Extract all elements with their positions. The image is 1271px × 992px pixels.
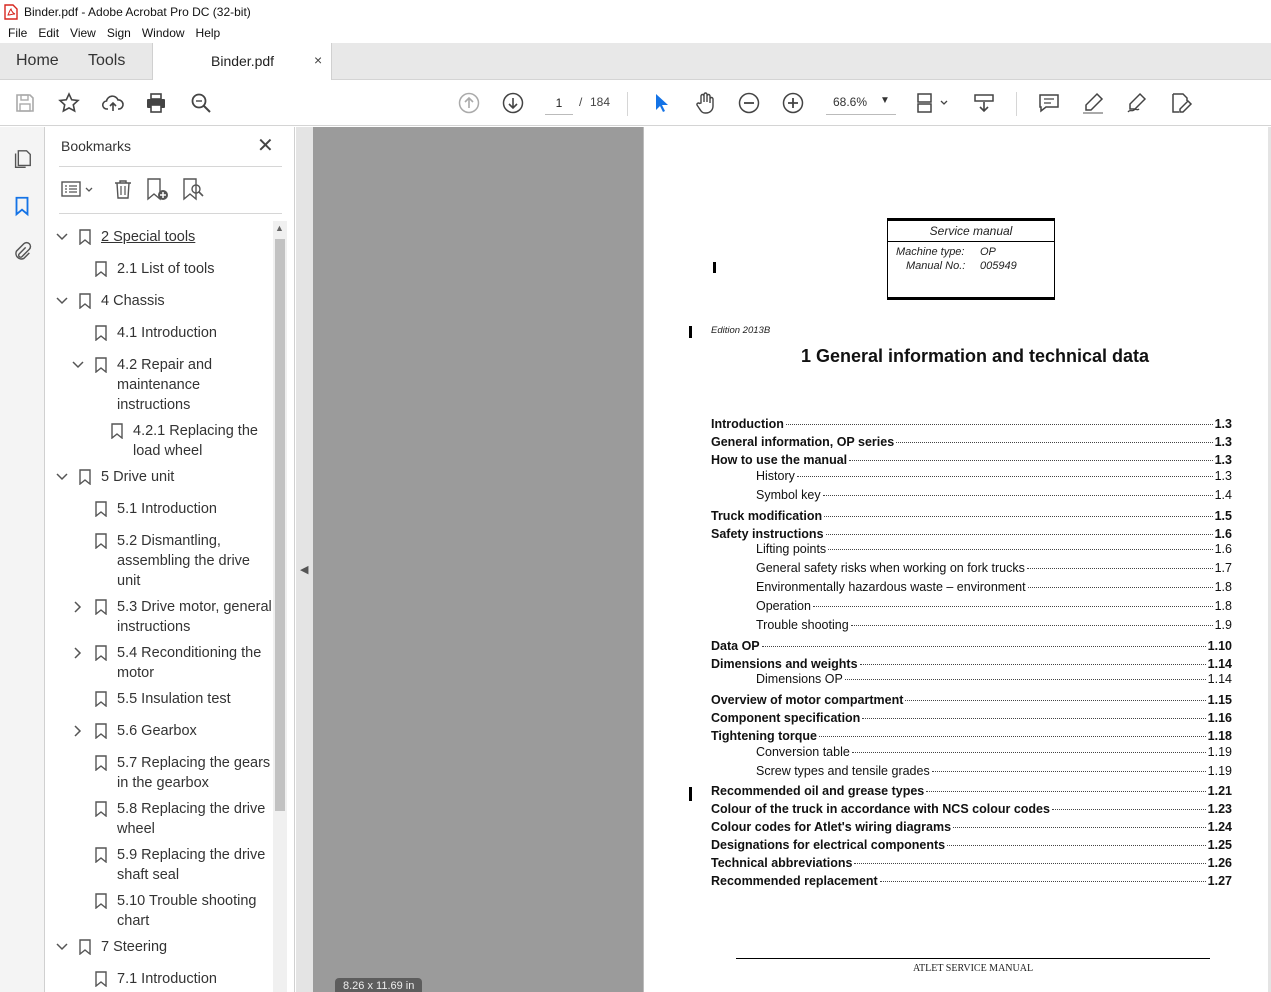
bookmark-label: 5.8 Replacing the drive wheel <box>117 801 266 837</box>
toc-entry-page: 1.3 <box>1214 435 1232 449</box>
toc-entry-page: 1.19 <box>1207 745 1232 759</box>
toc-leader-dots <box>1052 809 1206 810</box>
bookmark-icon <box>111 423 123 439</box>
tab-tools[interactable]: Tools <box>88 52 126 69</box>
toc-entry-title: Technical abbreviations <box>711 856 853 870</box>
upload-cloud-icon[interactable] <box>100 90 126 116</box>
toc-entry-title: Colour of the truck in accordance with NCS colour codes <box>711 802 1050 816</box>
bookmark-label: 2.1 List of tools <box>117 261 215 277</box>
toc-entry[interactable] <box>756 764 1232 780</box>
toc-entry[interactable] <box>711 874 1232 890</box>
tab-bar <box>0 43 1271 80</box>
bookmark-label: 5.1 Introduction <box>117 501 217 517</box>
bookmark-item[interactable] <box>45 753 273 793</box>
toc-entry-page: 1.14 <box>1207 657 1232 671</box>
page-number-input[interactable] <box>545 91 573 115</box>
bookmark-label: 5.6 Gearbox <box>117 723 197 739</box>
toc-entry-page: 1.21 <box>1207 784 1232 798</box>
toc-entry-title: Overview of motor compartment <box>711 693 904 707</box>
toc-entry-page: 1.6 <box>1214 527 1232 541</box>
toc-entry[interactable] <box>711 856 1232 872</box>
options-menu-icon[interactable] <box>61 177 95 201</box>
bookmark-label: 5.9 Replacing the drive shaft seal <box>117 847 266 883</box>
toc-leader-dots <box>851 625 1213 626</box>
toc-entry-page: 1.27 <box>1207 874 1232 888</box>
bookmark-icon <box>95 325 107 341</box>
toc-entry-page: 1.14 <box>1207 672 1232 686</box>
toc-entry-page: 1.6 <box>1214 542 1232 556</box>
toc-entry[interactable] <box>711 657 1232 673</box>
zoom-in-icon[interactable] <box>780 90 806 116</box>
bookmark-label: 5.10 Trouble shooting chart <box>117 893 257 929</box>
toc-entry[interactable] <box>756 542 1232 558</box>
bookmark-label: 2 Special tools <box>101 229 196 245</box>
toc-entry-title: Designations for electrical components <box>711 838 946 852</box>
chevron-down-icon[interactable] <box>55 294 69 308</box>
toc-entry[interactable] <box>756 469 1232 485</box>
bookmarks-header: Bookmarks <box>61 138 132 154</box>
toc-entry[interactable] <box>711 527 1232 543</box>
revision-bar <box>689 326 692 338</box>
manual-number-label: Manual No.: <box>906 260 966 272</box>
print-icon[interactable] <box>143 90 169 116</box>
bookmark-label: 4.2.1 Replacing the load wheel <box>133 423 258 459</box>
toc-leader-dots <box>762 646 1206 647</box>
toc-entry-page: 1.24 <box>1207 820 1232 834</box>
machine-type-label: Machine type: <box>896 246 965 258</box>
document-view <box>296 127 1271 992</box>
bookmark-label: 5.3 Drive motor, general instructions <box>117 599 272 635</box>
toc-leader-dots <box>786 424 1213 425</box>
bookmark-item[interactable] <box>45 597 273 637</box>
previous-page-icon[interactable] <box>456 90 482 116</box>
toc-entry-title: Conversion table <box>756 745 850 759</box>
bookmark-icon <box>95 971 107 987</box>
toc-leader-dots <box>828 549 1212 550</box>
title-bar <box>0 0 1271 23</box>
machine-type-value: OP <box>980 246 996 258</box>
bookmark-icon <box>95 357 107 373</box>
toc-entry-page: 1.3 <box>1214 469 1232 483</box>
toc-entry-title: Component specification <box>711 711 861 725</box>
service-manual-box <box>887 218 1055 300</box>
toc-entry-title: Data OP <box>711 639 760 653</box>
page-separator: / <box>579 95 583 109</box>
bookmark-item[interactable] <box>45 421 273 461</box>
toc-entry-page: 1.8 <box>1214 599 1232 613</box>
toc-entry[interactable] <box>711 838 1232 854</box>
chevron-down-icon[interactable] <box>55 940 69 954</box>
tab-home[interactable]: Home <box>16 52 59 69</box>
toc-entry-page: 1.5 <box>1214 509 1232 523</box>
bookmark-icon <box>95 723 107 739</box>
navigation-rail <box>0 127 45 992</box>
divider <box>59 213 282 214</box>
toc-entry-page: 1.3 <box>1214 417 1232 431</box>
bookmarks-panel <box>45 127 295 992</box>
toc-entry-title: Lifting points <box>756 542 827 556</box>
toc-leader-dots <box>905 700 1205 701</box>
bookmark-label: 4.2 Repair and maintenance instructions <box>117 357 213 413</box>
bookmark-item[interactable] <box>45 499 273 519</box>
toc-entry-title: Dimensions OP <box>756 672 843 686</box>
toc-entry-title: Introduction <box>711 417 784 431</box>
toc-leader-dots <box>862 718 1205 719</box>
draw-signature-icon[interactable] <box>1124 90 1150 116</box>
toc-entry-page: 1.3 <box>1214 453 1232 467</box>
bookmark-item[interactable] <box>45 891 273 931</box>
bookmark-item[interactable] <box>45 643 273 683</box>
page-count: 184 <box>590 95 611 109</box>
bookmark-item[interactable] <box>45 291 273 311</box>
bookmark-scrollbar[interactable] <box>273 221 287 992</box>
bookmark-label: 5.2 Dismantling, assembling the drive unit <box>117 533 250 589</box>
scroll-mode-icon[interactable] <box>971 90 997 116</box>
toc-leader-dots <box>947 845 1206 846</box>
toc-leader-dots <box>1027 568 1213 569</box>
pdf-app-icon <box>4 4 18 20</box>
bookmark-icon <box>95 801 107 817</box>
bookmark-label: 7.1 Introduction <box>117 971 217 987</box>
page-size-badge: 8.26 x 11.69 in <box>335 978 422 992</box>
bookmark-icon <box>79 229 91 245</box>
next-page-icon[interactable] <box>500 90 526 116</box>
toc-entry[interactable] <box>711 802 1232 818</box>
toc-entry-page: 1.7 <box>1214 561 1232 575</box>
toc-entry-title: Truck modification <box>711 509 823 523</box>
find-bookmark-icon[interactable] <box>181 177 205 201</box>
scrollbar-thumb[interactable] <box>275 239 285 811</box>
close-tab-icon[interactable]: × <box>314 52 323 68</box>
toc-entry[interactable] <box>711 417 1232 433</box>
search-zoom-icon[interactable] <box>188 90 214 116</box>
toc-entry-page: 1.10 <box>1207 639 1232 653</box>
menu-sign[interactable]: Sign <box>106 26 131 40</box>
toc-entry-page: 1.8 <box>1214 580 1232 594</box>
bookmark-icon <box>95 893 107 909</box>
collapse-panel-icon[interactable]: ◀ <box>300 564 309 576</box>
bookmark-item[interactable] <box>45 799 273 839</box>
toc-entry-title: Symbol key <box>756 488 821 502</box>
bookmark-item[interactable] <box>45 227 273 247</box>
bookmark-item[interactable] <box>45 355 273 415</box>
toc-entry[interactable] <box>711 639 1232 655</box>
divider <box>59 166 282 167</box>
menu-file[interactable]: File <box>8 26 28 40</box>
toc-entry[interactable] <box>756 745 1232 761</box>
bookmark-label: 5.7 Replacing the gears in the gearbox <box>117 755 271 791</box>
toc-entry[interactable] <box>711 435 1232 451</box>
bookmark-item[interactable] <box>45 721 273 741</box>
toc-leader-dots <box>932 771 1206 772</box>
bookmark-label: 5.5 Insulation test <box>117 691 231 707</box>
save-icon[interactable] <box>12 90 38 116</box>
toc-leader-dots <box>813 606 1213 607</box>
bookmark-icon <box>95 533 107 549</box>
toc-entry-title: How to use the manual <box>711 453 848 467</box>
toc-entry[interactable] <box>711 729 1232 745</box>
menu-view[interactable]: View <box>70 26 96 40</box>
footer-rule <box>736 958 1210 959</box>
toc-entry-title: Environmentally hazardous waste – environment <box>756 580 1026 594</box>
hand-tool-icon[interactable] <box>692 90 718 116</box>
toc-entry-page: 1.4 <box>1214 488 1232 502</box>
bookmark-label: 7 Steering <box>101 939 168 955</box>
toc-leader-dots <box>860 664 1206 665</box>
page-display-icon[interactable] <box>914 90 950 116</box>
scroll-up-icon[interactable]: ▲ <box>275 223 284 233</box>
toc-entry-page: 1.18 <box>1207 729 1232 743</box>
toc-entry[interactable] <box>711 711 1232 727</box>
toc-entry-page: 1.23 <box>1207 802 1232 816</box>
bookmark-icon <box>95 261 107 277</box>
toc-entry[interactable] <box>711 693 1232 709</box>
toc-entry-title: General information, OP series <box>711 435 895 449</box>
bookmark-label: 5.4 Reconditioning the motor <box>117 645 262 681</box>
toc-entry-title: Recommended replacement <box>711 874 878 888</box>
toc-leader-dots <box>824 516 1212 517</box>
revision-bar <box>689 787 692 801</box>
bookmark-icon <box>79 939 91 955</box>
page-canvas-background <box>313 127 643 992</box>
toc-entry-page: 1.19 <box>1207 764 1232 778</box>
delete-bookmark-icon[interactable] <box>112 177 134 201</box>
zoom-level-select[interactable] <box>826 91 896 115</box>
toc-entry-page: 1.26 <box>1207 856 1232 870</box>
tab-document[interactable] <box>152 43 332 80</box>
close-panel-icon[interactable]: ✕ <box>257 135 274 157</box>
bookmark-panel-icon[interactable] <box>10 194 34 218</box>
toc-entry[interactable] <box>756 618 1232 634</box>
toc-entry[interactable] <box>711 820 1232 836</box>
chevron-down-icon[interactable] <box>55 470 69 484</box>
toc-leader-dots <box>849 460 1212 461</box>
manual-number-value: 005949 <box>980 260 1017 272</box>
bookmark-item[interactable] <box>45 323 273 343</box>
bookmark-item[interactable] <box>45 845 273 885</box>
highlight-pen-icon[interactable] <box>1080 90 1106 116</box>
bookmark-item[interactable] <box>45 937 273 957</box>
menu-bar <box>0 23 1271 43</box>
toc-entry[interactable] <box>756 672 1232 688</box>
pdf-page <box>643 127 1268 992</box>
toc-entry-title: History <box>756 469 795 483</box>
toc-entry-title: Safety instructions <box>711 527 824 541</box>
edit-pdf-icon[interactable] <box>1168 90 1194 116</box>
zoom-value: 68.6% <box>833 95 868 109</box>
toc-leader-dots <box>852 752 1206 753</box>
star-icon[interactable] <box>56 90 82 116</box>
bookmark-icon <box>95 599 107 615</box>
page-heading: 1 General information and technical data <box>800 346 1150 366</box>
window-title: Binder.pdf - Adobe Acrobat Pro DC (32-bit) <box>24 4 251 19</box>
toc-entry[interactable] <box>711 453 1232 469</box>
toc-leader-dots <box>896 442 1212 443</box>
toc-entry-page: 1.16 <box>1207 711 1232 725</box>
toc-entry[interactable] <box>756 599 1232 615</box>
toc-leader-dots <box>819 736 1206 737</box>
menu-window[interactable]: Window <box>141 26 185 40</box>
toc-entry-title: Screw types and tensile grades <box>756 764 930 778</box>
bookmark-label: 4.1 Introduction <box>117 325 217 341</box>
toc-entry[interactable] <box>756 488 1232 504</box>
toc-entry-title: Dimensions and weights <box>711 657 858 671</box>
toc-entry-title: Tightening torque <box>711 729 818 743</box>
toc-leader-dots <box>926 791 1205 792</box>
chevron-right-icon[interactable] <box>71 600 85 614</box>
page-thumbnails-icon[interactable] <box>10 147 34 171</box>
toc-entry-title: Operation <box>756 599 811 613</box>
toc-leader-dots <box>854 863 1205 864</box>
chevron-right-icon[interactable] <box>71 724 85 738</box>
chevron-down-icon[interactable] <box>55 230 69 244</box>
chevron-down-icon[interactable] <box>71 358 85 372</box>
toc-entry-page: 1.15 <box>1207 693 1232 707</box>
bookmark-icon <box>79 293 91 309</box>
attachment-icon[interactable] <box>10 240 34 264</box>
zoom-out-icon[interactable] <box>736 90 762 116</box>
toc-leader-dots <box>845 679 1206 680</box>
toolbar-divider <box>627 92 628 116</box>
toc-entry-title: Recommended oil and grease types <box>711 784 925 798</box>
bookmark-item[interactable] <box>45 259 273 279</box>
menu-help[interactable]: Help <box>195 26 221 40</box>
new-bookmark-icon[interactable] <box>145 177 169 201</box>
toc-entry-title: Colour codes for Atlet's wiring diagrams <box>711 820 952 834</box>
comment-icon[interactable] <box>1036 90 1062 116</box>
bookmark-item[interactable] <box>45 689 273 709</box>
toc-leader-dots <box>880 881 1206 882</box>
bookmark-icon <box>95 755 107 771</box>
edition-label: Edition 2013B <box>711 325 771 336</box>
bookmark-label: 5 Drive unit <box>101 469 175 485</box>
toc-entry[interactable] <box>711 784 1232 800</box>
bookmark-icon <box>95 645 107 661</box>
document-tab-label: Binder.pdf <box>211 53 275 69</box>
toc-leader-dots <box>953 827 1206 828</box>
toc-leader-dots <box>823 495 1213 496</box>
toolbar-divider <box>1016 92 1017 116</box>
bookmark-item[interactable] <box>45 467 273 487</box>
bookmark-icon <box>95 501 107 517</box>
toc-leader-dots <box>1028 587 1213 588</box>
bookmark-item[interactable] <box>45 969 273 989</box>
bookmark-icon <box>79 469 91 485</box>
toc-entry[interactable] <box>756 580 1232 596</box>
chevron-down-icon: ▼ <box>880 95 890 106</box>
service-manual-title: Service manual <box>888 221 1054 242</box>
chevron-right-icon[interactable] <box>71 646 85 660</box>
toc-leader-dots <box>797 476 1213 477</box>
menu-edit[interactable]: Edit <box>38 26 60 40</box>
toc-entry[interactable] <box>756 561 1232 577</box>
toc-leader-dots <box>826 534 1213 535</box>
toc-entry[interactable] <box>711 509 1232 525</box>
bookmark-icon <box>95 847 107 863</box>
revision-bar <box>713 262 716 273</box>
toc-entry-title: General safety risks when working on fork trucks <box>756 561 1025 575</box>
toc-entry-page: 1.25 <box>1207 838 1232 852</box>
toc-entry-page: 1.9 <box>1214 618 1232 632</box>
toc-entry-title: Trouble shooting <box>756 618 849 632</box>
bookmark-label: 4 Chassis <box>101 293 165 309</box>
select-cursor-icon[interactable] <box>648 90 674 116</box>
bookmark-item[interactable] <box>45 531 273 591</box>
page-footer: ATLET SERVICE MANUAL <box>912 963 1034 974</box>
bookmark-icon <box>95 691 107 707</box>
